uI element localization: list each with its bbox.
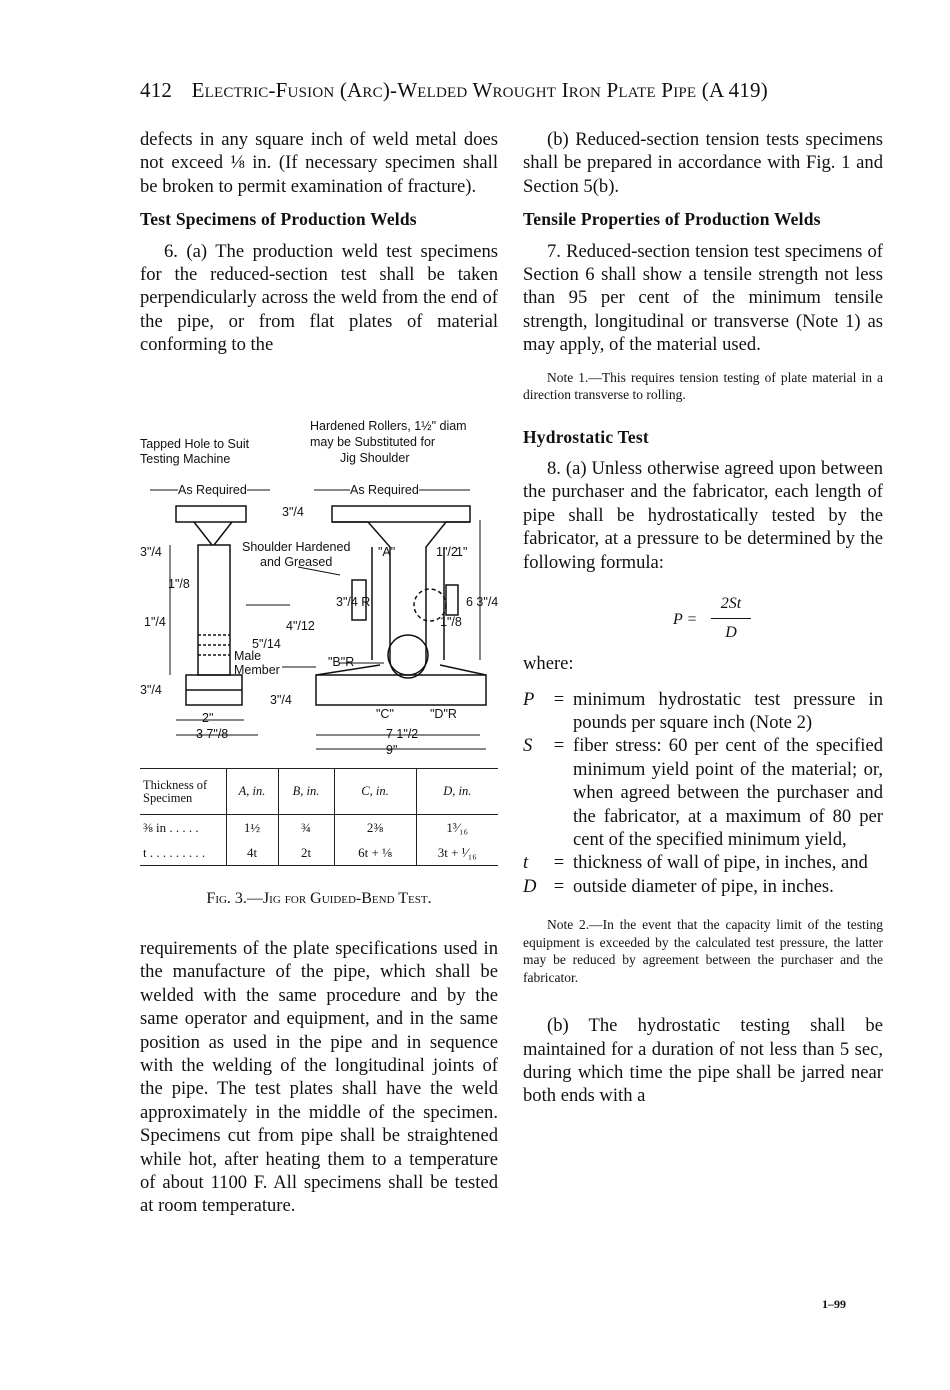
label-dim-5-1-4: 5"/14	[252, 637, 281, 651]
label-dim-1-2: 1"/2	[436, 545, 458, 559]
heading-hydrostatic-test: Hydrostatic Test	[523, 426, 649, 447]
table-cell: 2t	[278, 840, 334, 866]
note-2: Note 2.—In the event that the capacity limit of the testing equipment is exceeded by the calculated test pressure, the latter may be reduced by agreement between the purchaser and the fabricator.	[523, 917, 883, 985]
left-column-top	[140, 128, 498, 357]
label-dim-2: 2"	[202, 711, 214, 725]
page-code: 1–99	[822, 1297, 846, 1311]
def-equals: =	[553, 688, 565, 710]
female-top-plate	[332, 506, 470, 522]
label-dim-9: 9"	[386, 743, 398, 757]
para-8a: 8. (a) Unless otherwise agreed upon between the purchaser and the fabricator, each length of pipe shall be hydrostatically tested by the fabricator, at a pressure to be determined by the following formula:	[523, 458, 883, 573]
page-number: 412	[140, 78, 173, 102]
table-cell: t . . . . . . . . .	[143, 845, 206, 860]
table-cell: 2⅜	[334, 815, 416, 841]
label-and-greased: and Greased	[260, 555, 333, 569]
th-A: A, in.	[226, 769, 278, 815]
label-dim-1-8-right: 1"/8	[440, 615, 462, 629]
def-symbol: S	[523, 735, 533, 757]
heading-test-specimens: Test Specimens of Production Welds	[140, 209, 417, 230]
label-3-4R: 3"/4 R	[336, 595, 371, 609]
label-as-required-left: As Required	[178, 483, 247, 497]
label-dim-1-4: 1"/4	[144, 615, 166, 629]
variable-definitions	[523, 688, 883, 899]
def-text: fiber stress: 60 per cent of the specified minimum yield point of the material; or, when agreed between the purchaser and the fabricator, at a maximum of 80 per cent of the specified minimum yield,	[573, 735, 883, 850]
label-D: "D"R	[430, 707, 457, 721]
female-base	[316, 675, 486, 705]
def-equals: =	[553, 875, 565, 897]
label-dim-3-4-a: 3"/4	[140, 545, 162, 559]
label-A: "A"	[378, 545, 396, 559]
label-B: "B"R	[328, 655, 355, 669]
def-text: outside diameter of pipe, in inches.	[573, 875, 834, 897]
table-row	[140, 815, 498, 841]
def-symbol: D	[523, 875, 537, 897]
label-member: Member	[234, 663, 280, 677]
definition-row	[523, 875, 883, 898]
label-jig-shoulder: Jig Shoulder	[340, 451, 410, 465]
male-top-plate	[176, 506, 246, 522]
table-cell: 1³⁄₁₆	[416, 815, 498, 841]
label-dim-3-4-b: 3"/4	[140, 683, 162, 697]
running-header	[140, 78, 768, 103]
para-6b: (b) Reduced-section tension tests specimens shall be prepared in accordance with Fig. 1 and Section 5(b).	[523, 129, 883, 197]
label-dim-3-4-c: 3"/4	[282, 505, 304, 519]
label-hardened-rollers: Hardened Rollers, 1½" diam	[310, 419, 467, 433]
table-cell: 3t + ¹⁄₁₆	[416, 840, 498, 866]
label-dim-3-7-8: 3 7"/8	[196, 727, 229, 741]
table-cell: ⅜ in . . . . .	[143, 820, 199, 835]
male-taper-left	[194, 522, 212, 545]
para-requirements: requirements of the plate specifications used in the manufacture of the pipe, which shall be welded with the same procedure and by the same operator and equipment, and in the same position as used in the pipe and in sequence with the welding of the longitudinal joints of the pipe. The test plates shall have the weld approximately in the middle of the specimen. Specimens cut from pipe shall be straightened while hot, after heating them to a temperature of about 1100 F. All specimens shall be tested at room temperature.	[140, 938, 498, 1217]
def-text: thickness of wall of pipe, in inches, and	[573, 852, 868, 874]
table-row	[140, 840, 498, 866]
formula-denominator: D	[725, 623, 737, 641]
right-column	[523, 128, 883, 1108]
note-1: Note 1.—This requires tension testing of plate material in a direction transverse to rolling.	[523, 369, 883, 403]
figure-caption: Fig. 3.—Jig for Guided-Bend Test.	[206, 890, 432, 907]
para-6a: 6. (a) The production weld test specimens for the reduced-section test shall be taken perpendicularly across the weld from the end of the pipe, or from flat plates of material conforming to the	[140, 240, 498, 356]
where-label: where:	[523, 653, 574, 675]
label-shoulder-hardened: Shoulder Hardened	[242, 540, 351, 554]
label-C: "C"	[376, 707, 394, 721]
para-8b: (b) The hydrostatic testing shall be maintained for a duration of not less than 5 sec, during which time the pipe shall be jarred near both ends with a	[523, 1015, 883, 1107]
label-dim-1-right: 1"	[456, 545, 468, 559]
jig-dimension-table	[140, 768, 498, 866]
table-cell: ¾	[278, 815, 334, 841]
label-as-required-right: As Required	[350, 483, 419, 497]
header-title: Electric-Fusion (Arc)-Welded Wrought Iron Plate Pipe	[191, 78, 697, 102]
formula-lhs: P =	[673, 611, 698, 629]
def-symbol: P	[523, 688, 535, 710]
table-header-row	[140, 769, 498, 815]
pressure-formula	[523, 592, 883, 644]
label-dim-3-4-d: 3"/4	[270, 693, 292, 707]
heading-tensile-properties: Tensile Properties of Production Welds	[523, 209, 821, 230]
th-thickness: Thickness of Specimen	[143, 777, 208, 805]
definition-row	[523, 734, 883, 851]
th-D: D, in.	[416, 769, 498, 815]
def-symbol: t	[523, 852, 529, 874]
label-testing-machine: Testing Machine	[140, 452, 231, 466]
table-cell: 4t	[226, 840, 278, 866]
label-male: Male	[234, 649, 262, 663]
label-dim-1-8: 1"/8	[168, 577, 190, 591]
def-text: minimum hydrostatic test pressure in pounds per square inch (Note 2)	[573, 688, 883, 733]
label-tapped-hole: Tapped Hole to Suit	[140, 437, 250, 451]
definition-row	[523, 851, 883, 874]
definition-row	[523, 688, 883, 735]
table-cell: 1½	[226, 815, 278, 841]
header-designation: (A 419)	[701, 78, 768, 102]
table-cell: 6t + ⅛	[334, 840, 416, 866]
def-equals: =	[553, 735, 565, 757]
th-C: C, in.	[334, 769, 416, 815]
label-dim-4-1-2: 4"/12	[286, 619, 315, 633]
label-dim-6-3-4: 6 3"/4	[466, 595, 499, 609]
formula-fraction	[711, 592, 751, 644]
formula-numerator: 2St	[711, 592, 751, 618]
jig-figure	[140, 405, 498, 765]
label-dim-7-1-2: 7 1"/2	[386, 727, 419, 741]
th-B: B, in.	[278, 769, 334, 815]
def-equals: =	[553, 852, 565, 874]
left-column-bottom	[140, 937, 498, 1218]
plunger-roller	[388, 635, 428, 675]
label-may-be-substituted: may be Substituted for	[310, 435, 436, 449]
para-defects: defects in any square inch of weld metal does not exceed ⅛ in. (If necessary specimen shall be broken to permit examination of fracture).	[140, 129, 498, 197]
para-7: 7. Reduced-section tension test specimens of Section 6 shall show a tensile strength not less than 95 per cent of the minimum tensile strength, longitudinal or transverse (Note 1) as may apply, of the material used.	[523, 240, 883, 356]
